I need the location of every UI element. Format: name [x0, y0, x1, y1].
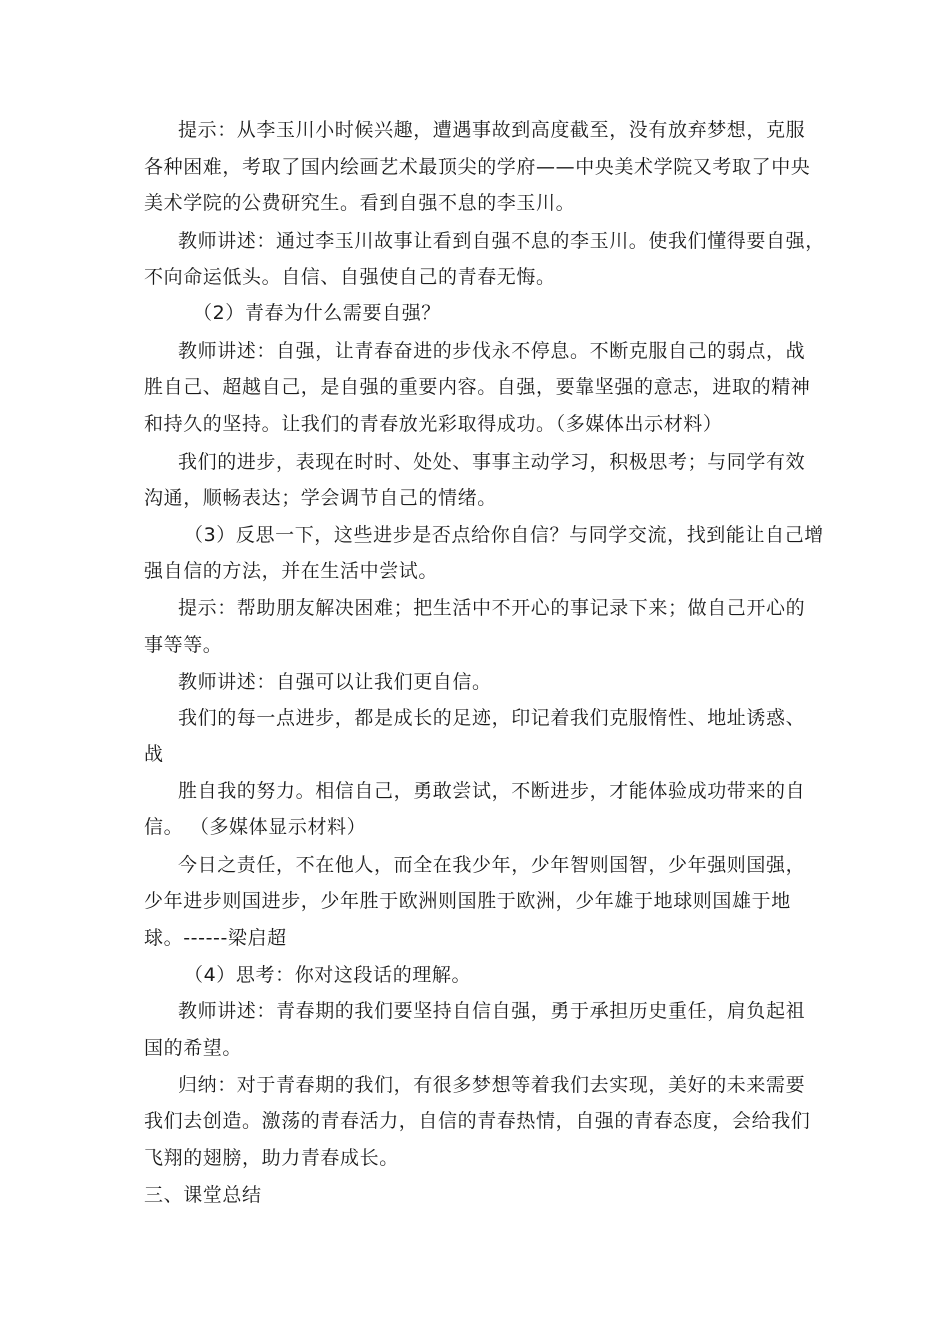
text-line: 国的希望。	[144, 1037, 243, 1059]
text-line: 事等等。	[144, 634, 223, 656]
text-line: 胜自我的努力。相信自己，勇敢尝试，不断进步，才能体验成功带来的自	[178, 780, 806, 802]
text-line: 教师讲述：自强可以让我们更自信。	[178, 671, 492, 693]
text-line: 战	[144, 743, 164, 765]
text-line: 少年进步则国进步，少年胜于欧洲则国胜于欧洲，少年雄于地球则国雄于地	[144, 890, 791, 912]
section-heading: 三、课堂总结	[144, 1184, 262, 1206]
text-line: 胜自己、超越自己，是自强的重要内容。自强，要靠坚强的意志，进取的精神	[144, 376, 811, 398]
text-line: 我们的进步，表现在时时、处处、事事主动学习，积极思考；与同学有效	[178, 451, 806, 473]
text-line: 美术学院的公费研究生。看到自强不息的李玉川。	[144, 192, 576, 214]
text-line: 飞翔的翅膀，助力青春成长。	[144, 1147, 399, 1169]
section-heading: （3）反思一下，这些进步是否点给你自信？与同学交流，找到能让自己增	[184, 524, 824, 546]
text-line: 提示：从李玉川小时候兴趣，遭遇事故到高度截至，没有放弃梦想，克服	[178, 119, 806, 141]
text-line: 提示：帮助朋友解决困难；把生活中不开心的事记录下来；做自己开心的	[178, 597, 806, 619]
text-line: 不向命运低头。自信、自强使自己的青春无悔。	[144, 266, 556, 288]
text-line: 教师讲述：青春期的我们要坚持自信自强，勇于承担历史重任，肩负起祖	[178, 1000, 806, 1022]
text-line: 今日之责任，不在他人，而全在我少年，少年智则国智，少年强则国强，	[178, 854, 806, 876]
section-heading: （2）青春为什么需要自强？	[193, 302, 441, 324]
text-line: 沟通，顺畅表达；学会调节自己的情绪。	[144, 487, 497, 509]
text-line: 球。------梁启超	[144, 927, 287, 949]
text-line: 教师讲述：自强，让青春奋进的步伐永不停息。不断克服自己的弱点，战	[178, 340, 806, 362]
text-line: 归纳：对于青春期的我们，有很多梦想等着我们去实现，美好的未来需要	[178, 1074, 806, 1096]
section-heading: （4）思考：你对这段话的理解。	[184, 964, 472, 986]
text-line: 教师讲述：通过李玉川故事让看到自强不息的李玉川。使我们懂得要自强，	[178, 230, 825, 252]
text-line: 强自信的方法，并在生活中尝试。	[144, 560, 439, 582]
text-line: 我们的每一点进步，都是成长的足迹，印记着我们克服惰性、地址诱惑、	[178, 707, 806, 729]
text-line: 信。 （多媒体显示材料）	[144, 816, 367, 838]
text-line: 我们去创造。激荡的青春活力，自信的青春热情，自强的青春态度，会给我们	[144, 1110, 811, 1132]
text-line: 各种困难，考取了国内绘画艺术最顶尖的学府——中央美术学院又考取了中央	[144, 156, 811, 178]
text-line: 和持久的坚持。让我们的青春放光彩取得成功。（多媒体出示材料）	[144, 413, 723, 435]
